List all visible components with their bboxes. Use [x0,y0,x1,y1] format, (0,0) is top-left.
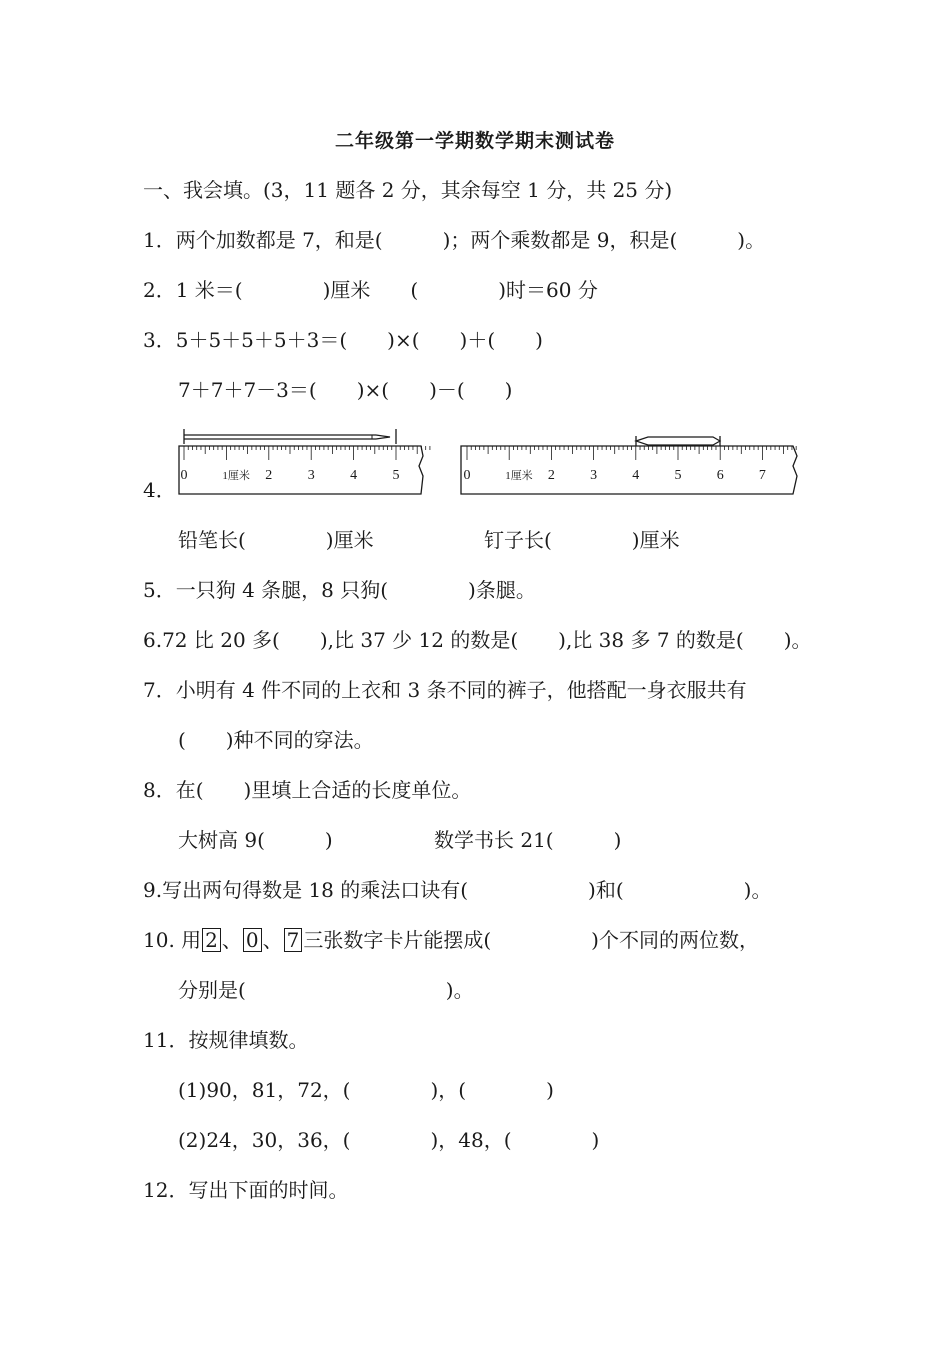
ruler-with-nail [458,424,803,498]
question-9: 9.写出两句得数是 18 的乘法口诀有( )和( )。 [143,878,772,902]
question-12: 12．写出下面的时间。 [143,1178,349,1202]
question-8-tree: 大树高 9( ) [178,828,333,852]
question-11-part2: (2)24，30，36，( )，48，( ) [178,1128,600,1152]
digit-card-7: 7 [284,928,303,952]
question-7a: 7．小明有 4 件不同的上衣和 3 条不同的裤子，他搭配一身衣服共有 [143,678,747,702]
ruler-tick-label: 4 [632,468,640,483]
ruler-tick-label: 0 [463,468,471,483]
exam-title: 二年级第一学期数学期末测试卷 [334,130,615,152]
ruler-tick-label: 3 [590,468,598,483]
question-4-pencil: 铅笔长( )厘米 [178,528,374,552]
question-3b: 7＋7＋7－3＝( )×( )－( ) [178,378,513,402]
question-7b: ( )种不同的穿法。 [178,728,374,752]
question-11-part1: (1)90，81，72，( )，( ) [178,1078,554,1102]
question-10b: 分别是( )。 [178,978,474,1002]
ruler-tick-label: 7 [758,468,766,483]
question-8-book: 数学书长 21( ) [434,828,622,852]
ruler-tick-label: 4 [350,468,358,483]
question-10-prefix: 10. 用 [143,928,202,952]
question-4-nail: 钉子长( )厘米 [484,528,680,552]
left-ruler-body [179,446,423,494]
ruler-tick-label: 6 [716,468,724,483]
section-heading: 一、我会填。(3，11 题各 2 分，其余每空 1 分，共 25 分) [143,178,673,202]
ruler-with-pencil [176,424,431,498]
ruler-tick-label: 2 [547,468,555,483]
ruler-tick-label: 0 [180,468,188,483]
question-5: 5．一只狗 4 条腿，8 只狗( )条腿。 [143,578,536,602]
separator: 、 [262,928,283,952]
question-11: 11．按规律填数。 [143,1028,309,1052]
question-4-number: 4． [143,478,176,502]
ruler-tick-label: 1厘米 [505,470,533,482]
question-8a: 8．在( )里填上合适的长度单位。 [143,778,472,802]
question-1: 1．两个加数都是 7，和是( )；两个乘数都是 9，积是( )。 [143,228,766,252]
question-6: 6.72 比 20 多( ),比 37 少 12 的数是( ),比 38 多 7 的数是( )。 [143,628,812,652]
question-10-suffix: 三张数字卡片能摆成( )个不同的两位数， [303,928,759,952]
ruler-tick-label: 3 [307,468,315,483]
question-3a: 3．5＋5＋5＋5＋3＝( )×( )＋( ) [143,328,543,352]
question-2: 2．1 米＝( )厘米 ( )时＝60 分 [143,278,598,302]
question-10 [143,926,759,954]
separator: 、 [221,928,242,952]
nail-drawing [636,436,720,446]
ruler-tick-label: 1厘米 [222,470,250,482]
digit-card-0: 0 [243,928,262,952]
ruler-tick-label: 5 [392,468,400,483]
ruler-tick-label: 5 [674,468,682,483]
pencil-drawing [184,429,396,444]
ruler-tick-label: 2 [265,468,273,483]
digit-card-2: 2 [202,928,221,952]
